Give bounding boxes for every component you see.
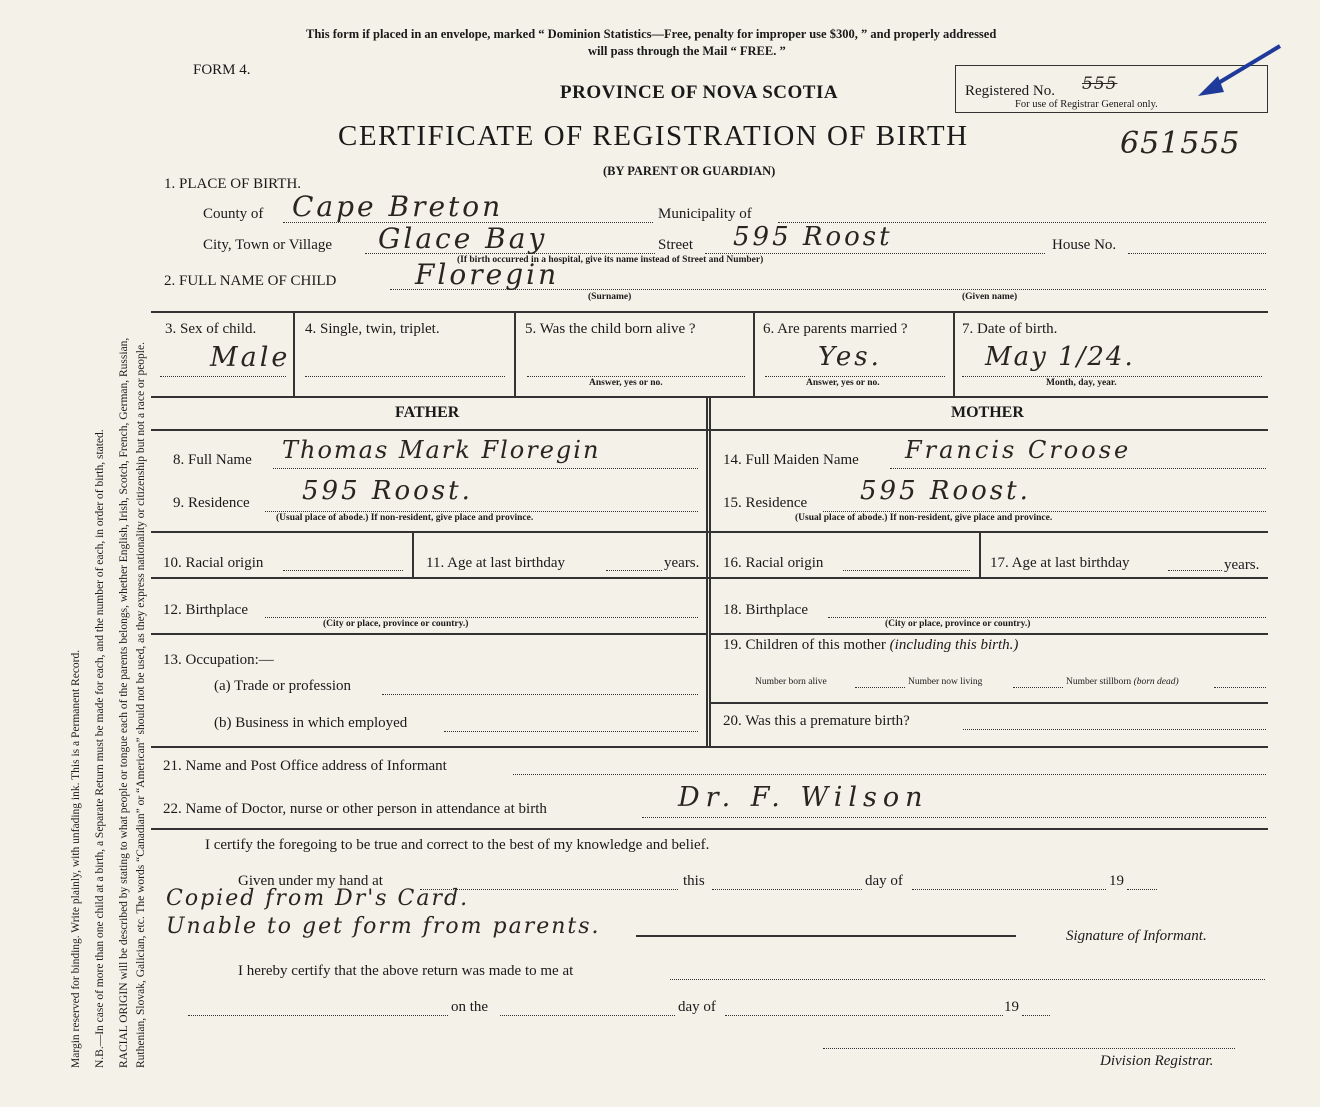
- father-name-label: 8. Full Name: [173, 452, 252, 468]
- hospital-note: (If birth occurred in a hospital, give its name instead of Street and Number): [457, 255, 764, 265]
- county-value: Cape Breton: [292, 190, 504, 223]
- mother-name-label: 14. Full Maiden Name: [723, 452, 859, 468]
- mother-name-value: Francis Croose: [905, 436, 1132, 464]
- child-name-label: 2. FULL NAME OF CHILD: [164, 273, 337, 289]
- date-of-birth-label: 7. Date of birth.: [962, 321, 1058, 337]
- registrar-statement: I hereby certify that the above return was made to me at: [238, 963, 574, 979]
- given-under-hand-label: Given under my hand at: [238, 873, 383, 889]
- day-of-label-2: day of: [678, 999, 716, 1015]
- registered-number: 555: [1082, 74, 1118, 94]
- father-age-label: 11. Age at last birthday: [426, 555, 565, 571]
- division-registrar-label: Division Registrar.: [1100, 1053, 1214, 1069]
- father-residence-value: 595 Roost.: [302, 476, 473, 506]
- date-of-birth-caption: Month, day, year.: [1046, 378, 1117, 388]
- margin-text-3: RACIAL ORIGIN will be described by stating to what people or tongue each of the parents belongs, whether English, Irish, Scotch, French, German, Russian,: [118, 337, 130, 1068]
- mother-birthplace-note: (City or place, province or country.): [885, 619, 1031, 629]
- certify-statement: I certify the foregoing to be true and correct to the best of my knowledge and belief.: [205, 837, 710, 853]
- year-prefix-label-2: 19: [1004, 999, 1019, 1015]
- given-name-caption: (Given name): [962, 292, 1018, 302]
- born-dead-text: (born dead): [1133, 677, 1179, 687]
- certificate-subtitle: (BY PARENT OR GUARDIAN): [603, 164, 776, 178]
- mother-abode-note: (Usual place of abode.) If non-resident, give place and province.: [795, 513, 1053, 523]
- mother-residence-label: 15. Residence: [723, 495, 808, 511]
- mother-birthplace-label: 18. Birthplace: [723, 602, 808, 618]
- mail-notice-line1: This form if placed in an envelope, marked “ Dominion Statistics—Free, penalty for improper use $300, ” and properly addressed: [306, 27, 997, 41]
- year-prefix-label: 19: [1109, 873, 1124, 889]
- on-the-label: on the: [451, 999, 489, 1015]
- father-birthplace-note: (City or place, province or country.): [323, 619, 469, 629]
- municipality-label: Municipality of: [658, 206, 752, 222]
- sex-label: 3. Sex of child.: [165, 321, 257, 337]
- mother-heading: MOTHER: [951, 404, 1024, 421]
- margin-text-2: N.B.—In case of more than one child at a birth, a Separate Return must be made for each, and the number of each, in order of birth, stated.: [94, 429, 106, 1068]
- parents-married-caption: Answer, yes or no.: [806, 378, 880, 388]
- province-heading: PROVINCE OF NOVA SCOTIA: [560, 82, 839, 103]
- mother-residence-value: 595 Roost.: [860, 476, 1031, 506]
- now-living-count-label: Number now living: [908, 677, 983, 687]
- street-label: Street: [658, 237, 693, 253]
- signature-informant-label: Signature of Informant.: [1066, 928, 1207, 944]
- arrow-icon: [1170, 40, 1300, 100]
- registered-label: Registered No.: [965, 83, 1055, 99]
- street-value: 595 Roost: [733, 222, 893, 252]
- father-racial-label: 10. Racial origin: [163, 555, 264, 571]
- place-of-birth-label: 1. PLACE OF BIRTH.: [164, 176, 302, 192]
- informant-label: 21. Name and Post Office address of Informant: [163, 758, 447, 774]
- mother-racial-label: 16. Racial origin: [723, 555, 824, 571]
- certificate-title: CERTIFICATE OF REGISTRATION OF BIRTH: [338, 120, 969, 152]
- margin-text-1: Margin reserved for binding. Write plainly, with unfading ink. This is a Permanent Record.: [70, 649, 82, 1068]
- house-no-label: House No.: [1052, 237, 1117, 253]
- children-label-text: 19. Children of this mother: [723, 637, 886, 653]
- trade-label: (a) Trade or profession: [214, 678, 352, 694]
- copied-note-line1: Copied from Dr's Card.: [166, 886, 470, 911]
- occupation-label: 13. Occupation:—: [163, 652, 274, 668]
- parents-married-value: Yes.: [818, 342, 882, 372]
- father-heading: FATHER: [395, 404, 460, 421]
- born-alive-label: 5. Was the child born alive ?: [525, 321, 696, 337]
- children-of-mother-label: [723, 637, 1018, 654]
- mail-notice-line2: will pass through the Mail “ FREE. ”: [588, 44, 786, 58]
- date-of-birth-value: May 1/24.: [985, 342, 1135, 372]
- born-alive-count-label: Number born alive: [755, 677, 827, 687]
- children-note-text: (including this birth.): [889, 637, 1019, 653]
- city-value: Glace Bay: [378, 222, 548, 255]
- copied-note-line2: Unable to get form from parents.: [166, 914, 601, 939]
- day-of-label: day of: [865, 873, 903, 889]
- father-years-label: years.: [664, 555, 700, 571]
- father-birthplace-label: 12. Birthplace: [163, 602, 248, 618]
- mother-age-label: 17. Age at last birthday: [990, 555, 1130, 571]
- city-label: City, Town or Village: [203, 237, 333, 253]
- sex-value: Male: [210, 342, 291, 373]
- county-label: County of: [203, 206, 264, 222]
- form-number: FORM 4.: [193, 62, 251, 78]
- doctor-label: 22. Name of Doctor, nurse or other person in attendance at birth: [163, 801, 547, 817]
- business-label: (b) Business in which employed: [214, 715, 408, 731]
- this-label: this: [683, 873, 705, 889]
- premature-label: 20. Was this a premature birth?: [723, 713, 910, 729]
- margin-text-4: Ruthenian, Slovak, Galician, etc. The words “Canadian” or “American” should not be used, as they express nationality or citizenship but not a race or people.: [135, 342, 147, 1068]
- father-name-value: Thomas Mark Floregin: [282, 436, 601, 464]
- father-residence-label: 9. Residence: [173, 495, 250, 511]
- stillborn-label-text: Number stillborn: [1066, 677, 1132, 687]
- child-name-value: Floregin: [415, 258, 560, 291]
- surname-caption: (Surname): [588, 292, 632, 302]
- doctor-value: Dr. F. Wilson: [678, 782, 929, 813]
- stillborn-count-label: [1066, 677, 1179, 687]
- multiple-birth-label: 4. Single, twin, triplet.: [305, 321, 440, 337]
- parents-married-label: 6. Are parents married ?: [763, 321, 908, 337]
- certificate-number: 651555: [1120, 126, 1241, 161]
- registrar-note: For use of Registrar General only.: [1015, 99, 1158, 110]
- mother-years-label: years.: [1224, 557, 1260, 573]
- born-alive-caption: Answer, yes or no.: [589, 378, 663, 388]
- father-abode-note: (Usual place of abode.) If non-resident, give place and province.: [276, 513, 534, 523]
